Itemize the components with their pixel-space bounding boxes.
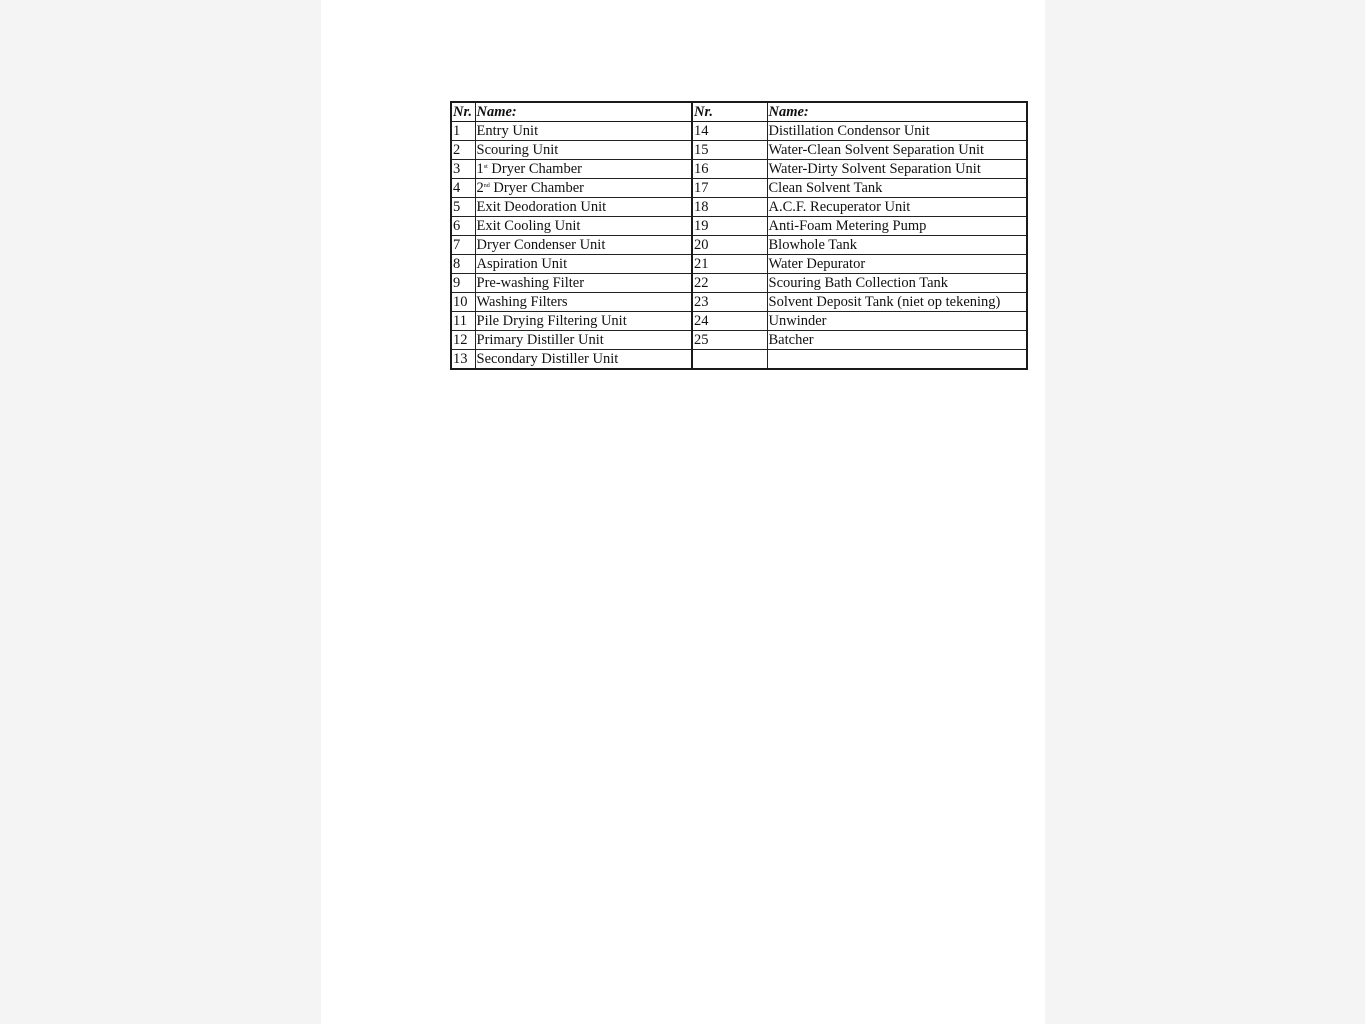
ordinal-number: 1 bbox=[476, 161, 484, 177]
row-name: Pre-washing Filter bbox=[475, 274, 692, 293]
header-name-left: Name: bbox=[475, 102, 692, 122]
row-nr: 17 bbox=[692, 179, 767, 198]
table-header-row bbox=[451, 102, 1027, 122]
row-name: Water Depurator bbox=[767, 255, 1027, 274]
row-nr: 14 bbox=[692, 122, 767, 141]
ordinal-number: 2 bbox=[476, 180, 484, 196]
ordinal-suffix: nd bbox=[483, 183, 490, 189]
row-name: Water-Clean Solvent Separation Unit bbox=[767, 141, 1027, 160]
row-nr: 23 bbox=[692, 293, 767, 312]
row-name: Scouring Bath Collection Tank bbox=[767, 274, 1027, 293]
table-row bbox=[451, 122, 1027, 141]
row-name: Secondary Distiller Unit bbox=[475, 350, 692, 370]
row-name: Unwinder bbox=[767, 312, 1027, 331]
row-nr: 3 bbox=[451, 160, 475, 179]
table-row bbox=[451, 141, 1027, 160]
row-nr: 11 bbox=[451, 312, 475, 331]
row-nr: 20 bbox=[692, 236, 767, 255]
table-row bbox=[451, 331, 1027, 350]
row-name: Batcher bbox=[767, 331, 1027, 350]
table-row bbox=[451, 236, 1027, 255]
row-name: Exit Deodoration Unit bbox=[475, 198, 692, 217]
row-name: Pile Drying Filtering Unit bbox=[475, 312, 692, 331]
row-nr: 13 bbox=[451, 350, 475, 370]
row-nr: 10 bbox=[451, 293, 475, 312]
row-name: Exit Cooling Unit bbox=[475, 217, 692, 236]
row-name: Blowhole Tank bbox=[767, 236, 1027, 255]
row-name-text: Dryer Chamber bbox=[487, 161, 582, 177]
row-nr: 2 bbox=[451, 141, 475, 160]
row-name: Washing Filters bbox=[475, 293, 692, 312]
row-name bbox=[475, 160, 692, 179]
table-row bbox=[451, 350, 1027, 370]
row-name: Scouring Unit bbox=[475, 141, 692, 160]
row-nr: 18 bbox=[692, 198, 767, 217]
row-nr: 6 bbox=[451, 217, 475, 236]
row-nr: 9 bbox=[451, 274, 475, 293]
table-row bbox=[451, 293, 1027, 312]
table-row bbox=[451, 312, 1027, 331]
row-name: Dryer Condenser Unit bbox=[475, 236, 692, 255]
row-nr: 19 bbox=[692, 217, 767, 236]
row-name: Water-Dirty Solvent Separation Unit bbox=[767, 160, 1027, 179]
row-nr bbox=[692, 350, 767, 370]
row-nr: 24 bbox=[692, 312, 767, 331]
row-name: Anti-Foam Metering Pump bbox=[767, 217, 1027, 236]
row-nr: 21 bbox=[692, 255, 767, 274]
header-nr-left: Nr. bbox=[451, 102, 475, 122]
table-row bbox=[451, 179, 1027, 198]
unit-list-table bbox=[450, 101, 1028, 370]
table-row bbox=[451, 274, 1027, 293]
table-row bbox=[451, 198, 1027, 217]
table-row bbox=[451, 217, 1027, 236]
table-row bbox=[451, 160, 1027, 179]
ordinal-suffix: st bbox=[483, 164, 488, 170]
row-name-text: Dryer Chamber bbox=[489, 180, 584, 196]
row-name: Entry Unit bbox=[475, 122, 692, 141]
row-nr: 22 bbox=[692, 274, 767, 293]
document-page bbox=[321, 0, 1045, 1024]
row-nr: 25 bbox=[692, 331, 767, 350]
row-name: Distillation Condensor Unit bbox=[767, 122, 1027, 141]
row-nr: 12 bbox=[451, 331, 475, 350]
row-name: Aspiration Unit bbox=[475, 255, 692, 274]
row-name: Solvent Deposit Tank (niet op tekening) bbox=[767, 293, 1027, 312]
row-name: Primary Distiller Unit bbox=[475, 331, 692, 350]
row-name: Clean Solvent Tank bbox=[767, 179, 1027, 198]
row-nr: 15 bbox=[692, 141, 767, 160]
row-nr: 7 bbox=[451, 236, 475, 255]
row-name bbox=[767, 350, 1027, 370]
header-name-right: Name: bbox=[767, 102, 1027, 122]
row-nr: 5 bbox=[451, 198, 475, 217]
row-nr: 8 bbox=[451, 255, 475, 274]
row-nr: 16 bbox=[692, 160, 767, 179]
row-nr: 1 bbox=[451, 122, 475, 141]
header-nr-right: Nr. bbox=[692, 102, 767, 122]
table-row bbox=[451, 255, 1027, 274]
row-nr: 4 bbox=[451, 179, 475, 198]
row-name: A.C.F. Recuperator Unit bbox=[767, 198, 1027, 217]
row-name bbox=[475, 179, 692, 198]
